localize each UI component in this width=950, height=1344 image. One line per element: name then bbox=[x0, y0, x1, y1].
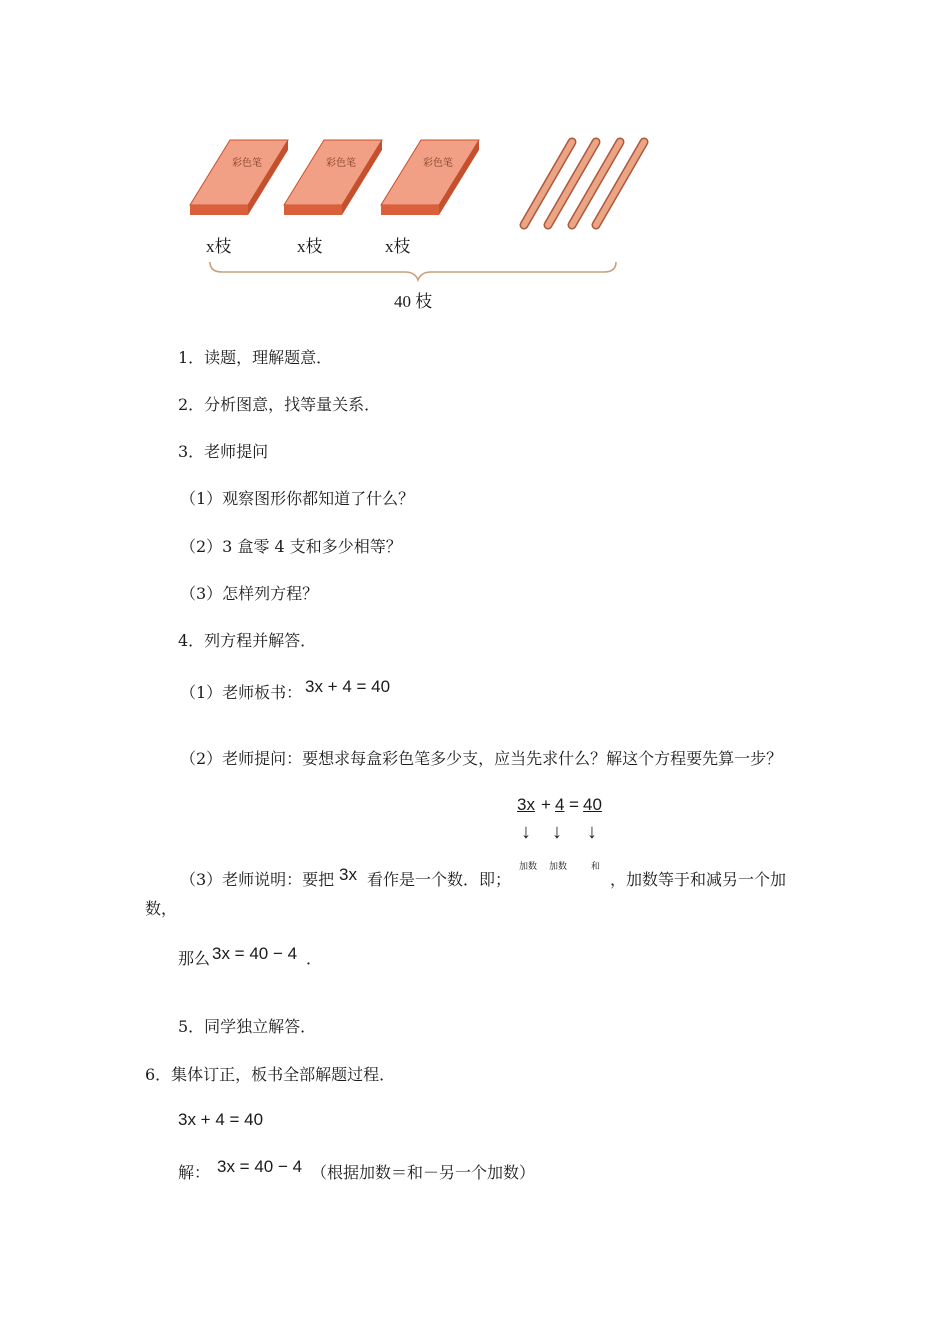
teacher-explain-a: （3）老师说明：要把 bbox=[180, 870, 335, 889]
pencil-1-face bbox=[524, 142, 572, 225]
pencil-boxes-illustration bbox=[180, 130, 680, 310]
teacher-explain-b: 看作是一个数．即； bbox=[367, 870, 512, 889]
label-addend-2: 加数 bbox=[549, 862, 568, 872]
pencil-figure bbox=[180, 130, 680, 310]
equation-board: 3x + 4 = 40 bbox=[305, 677, 391, 696]
diagram-term-40: 40 bbox=[583, 795, 602, 814]
question-2: （2）3 盒零 4 支和多少相等？ bbox=[180, 537, 402, 556]
step-6: 6．集体订正，板书全部解题过程． bbox=[145, 1065, 396, 1084]
step-4: 4．列方程并解答． bbox=[178, 631, 317, 650]
label-addend-1: 加数 bbox=[519, 862, 538, 872]
arrow-down-icon: ↓ bbox=[587, 821, 597, 843]
loose-pencils bbox=[524, 142, 644, 225]
box-caption-2: x枝 bbox=[297, 237, 323, 256]
step-2: 2．分析图意，找等量关系． bbox=[178, 395, 381, 414]
teacher-explain-d: 数， bbox=[145, 899, 178, 918]
term-3x: 3x bbox=[339, 865, 357, 884]
teacher-writes-label: （1）老师板书： bbox=[180, 683, 303, 702]
step-1: 1．读题，理解题意． bbox=[178, 348, 333, 367]
box-label-1: 彩色笔 bbox=[232, 158, 262, 169]
box-caption-1: x枝 bbox=[206, 237, 232, 256]
arrow-down-icon: ↓ bbox=[521, 821, 531, 843]
arrow-down-icon: ↓ bbox=[552, 821, 562, 843]
question-3: （3）怎样列方程？ bbox=[180, 584, 319, 603]
box-caption-3: x枝 bbox=[385, 237, 411, 256]
solution-equation: 3x = 40 − 4 bbox=[217, 1157, 303, 1176]
then-period: ． bbox=[306, 949, 323, 968]
teacher-explain-c: ，加数等于和减另一个加 bbox=[610, 870, 787, 889]
box-label-3: 彩色笔 bbox=[423, 158, 453, 169]
teacher-question: （2）老师提问：要想求每盒彩色笔多少支，应当先求什么？解这个方程要先算一步？ bbox=[180, 749, 783, 768]
step-5: 5．同学独立解答． bbox=[178, 1017, 317, 1036]
pencil-4-face bbox=[596, 142, 644, 225]
pencil-box-2 bbox=[284, 140, 382, 215]
then-equation: 3x = 40 − 4 bbox=[212, 944, 298, 963]
then-prefix: 那么 bbox=[178, 949, 211, 968]
diagram-plus: + bbox=[541, 795, 551, 814]
pencil-box-1 bbox=[190, 140, 288, 215]
question-1: （1）观察图形你都知道了什么？ bbox=[180, 489, 415, 508]
box-label-2: 彩色笔 bbox=[326, 158, 356, 169]
solution-note: （根据加数＝和－另一个加数） bbox=[311, 1163, 536, 1182]
addend-diagram bbox=[515, 795, 615, 875]
diagram-equals: = bbox=[569, 795, 579, 814]
pencil-3-face bbox=[572, 142, 620, 225]
total-caption: 40 枝 bbox=[394, 292, 433, 311]
diagram-term-4: 4 bbox=[555, 795, 565, 814]
diagram-term-3x: 3x bbox=[517, 795, 535, 814]
final-equation: 3x + 4 = 40 bbox=[178, 1110, 264, 1129]
pencil-2-face bbox=[548, 142, 596, 225]
total-brace bbox=[210, 262, 616, 280]
step-3: 3．老师提问 bbox=[178, 442, 269, 461]
label-sum: 和 bbox=[591, 862, 601, 872]
pencil-box-3 bbox=[381, 140, 479, 215]
solution-prefix: 解： bbox=[178, 1163, 211, 1182]
